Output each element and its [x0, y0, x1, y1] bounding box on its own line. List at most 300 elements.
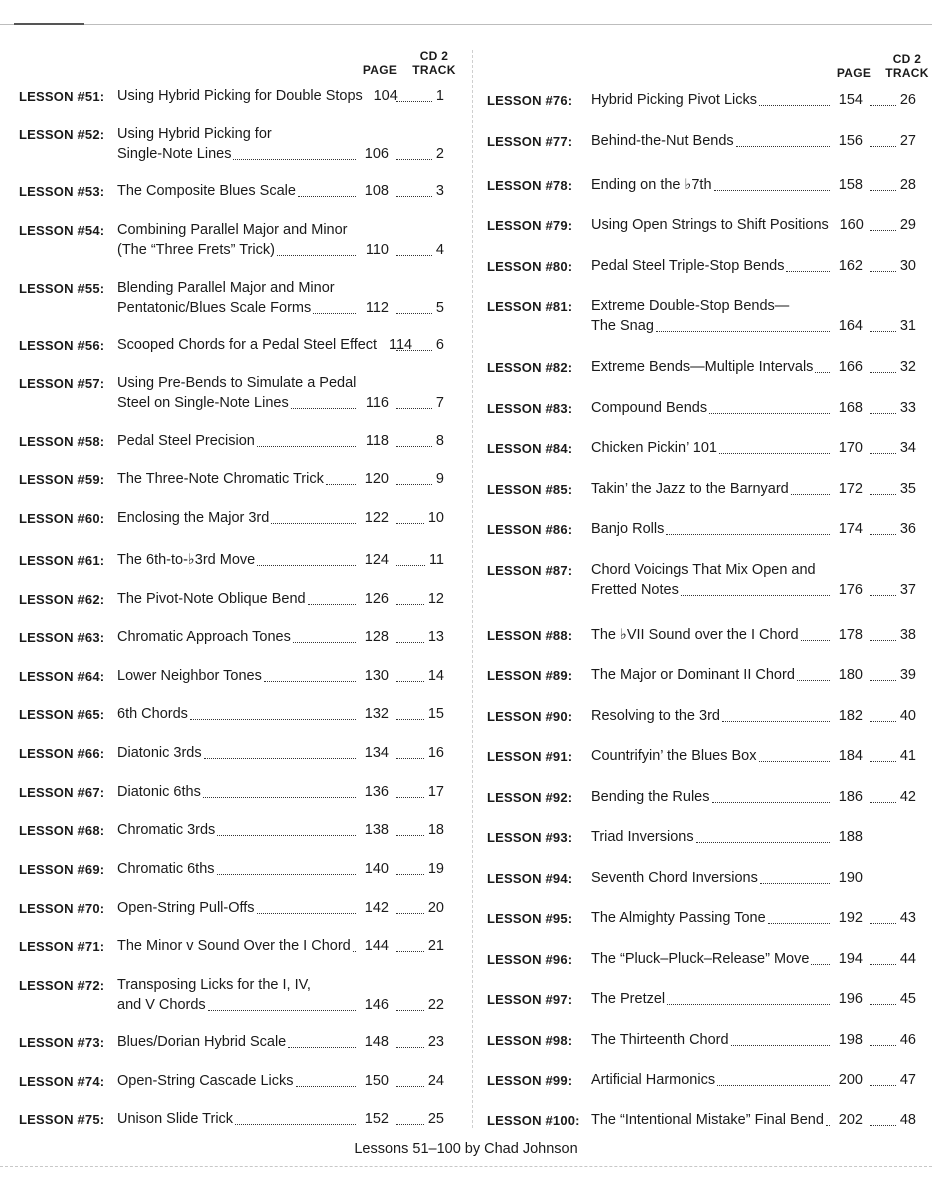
leader-dots — [288, 1046, 356, 1048]
track-cell — [866, 1030, 916, 1050]
lesson-title-line — [117, 820, 389, 840]
page-number: 184 — [838, 748, 863, 764]
track-number: 11 — [428, 552, 444, 568]
page-number: 128 — [364, 629, 389, 645]
track-leader-dots — [396, 950, 424, 952]
lesson-title-line — [591, 560, 823, 580]
track-leader-dots — [396, 195, 432, 197]
lesson-number: LESSON #68: — [19, 823, 105, 838]
track-leader-dots — [396, 757, 424, 759]
lesson-title-line — [117, 181, 389, 201]
lesson-title: (The “Three Frets” Trick) — [117, 242, 275, 258]
track-number: 44 — [899, 951, 916, 967]
page-number: 152 — [364, 1111, 389, 1127]
track-cell — [392, 469, 444, 489]
track-cell — [392, 144, 444, 164]
page-number: 104 — [373, 88, 398, 104]
lesson-number: LESSON #95: — [487, 911, 573, 926]
track-number: 36 — [899, 521, 916, 537]
page-number: 190 — [838, 870, 863, 886]
page-number: 138 — [364, 822, 389, 838]
lesson-number: LESSON #75: — [19, 1112, 105, 1127]
lesson-title-line — [117, 550, 389, 570]
left-cd-header-line1: CD 2 — [419, 49, 449, 63]
page-number: 142 — [364, 900, 389, 916]
track-cell — [866, 787, 916, 807]
leader-dots — [719, 452, 830, 454]
leader-dots — [257, 912, 356, 914]
lesson-title-line — [117, 86, 398, 106]
lesson-number: LESSON #100: — [487, 1113, 580, 1128]
track-cell — [866, 949, 916, 969]
lesson-title-line — [591, 665, 863, 685]
lesson-title: Ending on the ♭7th — [591, 177, 712, 193]
page-number: 120 — [364, 471, 389, 487]
leader-dots — [722, 720, 830, 722]
track-cell — [866, 256, 916, 276]
track-cell — [866, 706, 916, 726]
lesson-title: The Minor v Sound Over the I Chord — [117, 938, 351, 954]
leader-dots — [296, 1085, 357, 1087]
lesson-title: Triad Inversions — [591, 829, 694, 845]
track-leader-dots — [396, 796, 424, 798]
page-number: 198 — [838, 1032, 863, 1048]
lesson-title: Blues/Dorian Hybrid Scale — [117, 1034, 287, 1050]
lesson-title: 6th Chords — [117, 706, 188, 722]
lesson-title-line — [117, 508, 389, 528]
lesson-number: LESSON #72: — [19, 978, 105, 993]
lesson-title-line — [117, 298, 389, 318]
page-number: 136 — [364, 784, 389, 800]
track-number: 38 — [899, 627, 916, 643]
page-number: 148 — [364, 1034, 389, 1050]
lesson-title-line — [117, 627, 389, 647]
leader-dots — [811, 963, 830, 965]
track-leader-dots — [870, 760, 896, 762]
lesson-number: LESSON #64: — [19, 669, 105, 684]
track-leader-dots — [396, 912, 424, 914]
track-cell — [866, 357, 916, 377]
lesson-number: LESSON #55: — [19, 281, 105, 296]
lesson-number: LESSON #83: — [487, 401, 573, 416]
lesson-title: The Thirteenth Chord — [591, 1032, 729, 1048]
lesson-title-line — [591, 746, 863, 766]
leader-dots — [768, 922, 830, 924]
page-number: 110 — [365, 242, 389, 258]
leader-dots — [208, 1009, 356, 1011]
page-number: 108 — [364, 183, 389, 199]
lesson-number: LESSON #92: — [487, 790, 573, 805]
lesson-title-line — [591, 479, 863, 499]
page-number: 176 — [838, 582, 863, 598]
leader-dots — [217, 834, 356, 836]
lesson-title: The Three-Note Chromatic Trick — [117, 471, 324, 487]
lesson-title: Unison Slide Trick — [117, 1111, 234, 1127]
lesson-number: LESSON #79: — [487, 218, 573, 233]
lesson-title-line — [117, 782, 389, 802]
track-number: 37 — [899, 582, 916, 598]
track-number: 9 — [435, 471, 444, 487]
lesson-title: Bending the Rules — [591, 789, 710, 805]
track-number: 23 — [427, 1034, 444, 1050]
track-leader-dots — [396, 680, 424, 682]
track-leader-dots — [870, 145, 896, 147]
track-leader-dots — [396, 564, 425, 566]
leader-dots — [712, 801, 831, 803]
lesson-title-line — [591, 908, 863, 928]
track-number: 16 — [427, 745, 444, 761]
track-number: 46 — [899, 1032, 916, 1048]
lesson-number: LESSON #99: — [487, 1073, 573, 1088]
lesson-title-line — [117, 124, 349, 144]
lesson-number: LESSON #65: — [19, 707, 105, 722]
lesson-number: LESSON #71: — [19, 939, 105, 954]
page-number: 194 — [838, 951, 863, 967]
page-number: 180 — [838, 667, 863, 683]
lesson-title: Steel on Single-Note Lines — [117, 395, 289, 411]
lesson-number: LESSON #76: — [487, 93, 573, 108]
track-cell — [866, 908, 916, 928]
lesson-title: The Almighty Passing Tone — [591, 910, 766, 926]
track-number: 15 — [427, 706, 444, 722]
track-cell — [392, 431, 444, 451]
track-number: 17 — [427, 784, 444, 800]
track-number: 1 — [435, 88, 444, 104]
lesson-title-line — [591, 357, 863, 377]
track-number: 30 — [899, 258, 916, 274]
lesson-title-line — [591, 625, 863, 645]
lesson-title: Chicken Pickin’ 101 — [591, 440, 717, 456]
track-number: 7 — [435, 395, 444, 411]
track-cell — [392, 589, 444, 609]
lesson-title-line — [117, 144, 389, 164]
track-number: 8 — [435, 433, 444, 449]
lesson-title: Chromatic 6ths — [117, 861, 215, 877]
track-number: 24 — [427, 1073, 444, 1089]
leader-dots — [667, 1003, 830, 1005]
lesson-title-line — [117, 743, 389, 763]
track-cell — [392, 743, 444, 763]
track-cell — [866, 479, 916, 499]
lesson-number: LESSON #77: — [487, 134, 573, 149]
leader-dots — [204, 757, 356, 759]
page-number: 144 — [364, 938, 389, 954]
lesson-number: LESSON #93: — [487, 830, 573, 845]
lesson-title: Hybrid Picking Pivot Licks — [591, 92, 757, 108]
track-cell — [866, 1110, 916, 1130]
page-number: 156 — [838, 133, 863, 149]
leader-dots — [791, 493, 830, 495]
track-number: 26 — [899, 92, 916, 108]
page-number: 124 — [364, 552, 389, 568]
leader-dots — [656, 330, 830, 332]
lesson-title: Using Open Strings to Shift Positions — [591, 217, 829, 233]
lesson-number: LESSON #66: — [19, 746, 105, 761]
lesson-title: Compound Bends — [591, 400, 708, 416]
lesson-number: LESSON #73: — [19, 1035, 105, 1050]
top-rule — [0, 24, 932, 25]
leader-dots — [760, 882, 830, 884]
track-leader-dots — [870, 371, 896, 373]
track-leader-dots — [870, 720, 896, 722]
track-leader-dots — [870, 1003, 896, 1005]
page-number: 140 — [364, 861, 389, 877]
track-leader-dots — [396, 1009, 424, 1011]
lesson-title-line — [117, 995, 389, 1015]
track-leader-dots — [396, 718, 424, 720]
lesson-title-line — [117, 393, 389, 413]
bottom-rule — [0, 1166, 932, 1167]
track-cell — [392, 666, 444, 686]
lesson-title: Fretted Notes — [591, 582, 679, 598]
leader-dots — [797, 679, 830, 681]
track-leader-dots — [396, 483, 432, 485]
track-cell — [392, 1109, 444, 1129]
lesson-title-line — [591, 296, 823, 316]
track-cell — [392, 898, 444, 918]
page-number: 134 — [364, 745, 389, 761]
lesson-number: LESSON #98: — [487, 1033, 573, 1048]
track-cell — [866, 175, 916, 195]
lesson-title-line — [117, 240, 389, 260]
lesson-title: Chromatic 3rds — [117, 822, 216, 838]
page-number: 112 — [365, 300, 389, 316]
leader-dots — [190, 718, 356, 720]
track-cell — [392, 782, 444, 802]
lesson-number: LESSON #54: — [19, 223, 105, 238]
track-cell — [866, 625, 916, 645]
lesson-title: The Pivot-Note Oblique Bend — [117, 591, 306, 607]
track-cell — [392, 181, 444, 201]
lesson-title-line — [117, 1071, 389, 1091]
track-cell — [392, 240, 444, 260]
page-number: 182 — [838, 708, 863, 724]
lesson-title-line — [591, 580, 863, 600]
track-cell — [392, 86, 444, 106]
track-leader-dots — [396, 312, 432, 314]
track-cell — [866, 989, 916, 1009]
lesson-title-line — [591, 519, 863, 539]
lesson-title-line — [591, 316, 863, 336]
track-leader-dots — [870, 922, 896, 924]
track-leader-dots — [396, 445, 432, 447]
track-number: 35 — [899, 481, 916, 497]
leader-dots — [786, 270, 830, 272]
leader-dots — [736, 145, 830, 147]
track-number: 28 — [899, 177, 916, 193]
page-number: 122 — [364, 510, 389, 526]
lesson-title: Banjo Rolls — [591, 521, 665, 537]
track-cell — [866, 131, 916, 151]
lesson-title-line — [591, 1030, 863, 1050]
leader-dots — [759, 104, 830, 106]
track-number: 20 — [427, 900, 444, 916]
track-cell — [392, 820, 444, 840]
track-number: 6 — [435, 337, 444, 353]
lesson-title: Behind-the-Nut Bends — [591, 133, 734, 149]
track-cell — [392, 704, 444, 724]
track-cell — [866, 316, 916, 336]
leader-dots — [293, 641, 356, 643]
track-number: 12 — [427, 591, 444, 607]
track-cell — [392, 859, 444, 879]
lesson-title-line — [117, 278, 349, 298]
lesson-title: Enclosing the Major 3rd — [117, 510, 270, 526]
page-number: 200 — [838, 1072, 863, 1088]
page-number: 170 — [838, 440, 863, 456]
column-divider — [472, 50, 473, 1128]
track-number: 47 — [899, 1072, 916, 1088]
lesson-title-line — [591, 90, 863, 110]
track-leader-dots — [396, 834, 424, 836]
lesson-title-line — [591, 989, 863, 1009]
page-number: 178 — [838, 627, 863, 643]
track-leader-dots — [870, 104, 896, 106]
track-number: 33 — [899, 400, 916, 416]
leader-dots — [826, 1124, 830, 1126]
track-leader-dots — [870, 493, 896, 495]
lesson-number: LESSON #81: — [487, 299, 573, 314]
page-number: 126 — [364, 591, 389, 607]
lesson-title: Diatonic 6ths — [117, 784, 201, 800]
track-cell — [392, 1032, 444, 1052]
track-cell — [866, 580, 916, 600]
track-number: 3 — [435, 183, 444, 199]
lesson-title-line — [117, 704, 389, 724]
leader-dots — [313, 312, 356, 314]
track-number: 22 — [427, 997, 444, 1013]
footer-credit: Lessons 51–100 by Chad Johnson — [354, 1141, 578, 1157]
lesson-title: Combining Parallel Major and Minor — [117, 222, 348, 238]
lesson-number: LESSON #67: — [19, 785, 105, 800]
lesson-title: Lower Neighbor Tones — [117, 668, 262, 684]
lesson-title: The Major or Dominant II Chord — [591, 667, 795, 683]
track-leader-dots — [396, 603, 424, 605]
lesson-number: LESSON #53: — [19, 184, 105, 199]
page-number: 158 — [838, 177, 863, 193]
lesson-title: Transposing Licks for the I, IV, — [117, 977, 311, 993]
track-leader-dots — [870, 533, 896, 535]
leader-dots — [326, 483, 356, 485]
leader-dots — [233, 158, 356, 160]
track-number: 25 — [427, 1111, 444, 1127]
leader-dots — [298, 195, 356, 197]
lesson-number: LESSON #86: — [487, 522, 573, 537]
track-leader-dots — [396, 158, 432, 160]
track-cell — [866, 90, 916, 110]
track-leader-dots — [870, 452, 896, 454]
left-page-header: PAGE — [362, 63, 398, 77]
lesson-number: LESSON #62: — [19, 592, 105, 607]
page-number: 146 — [364, 997, 389, 1013]
page-number: 118 — [365, 433, 389, 449]
leader-dots — [714, 189, 830, 191]
leader-dots — [235, 1123, 356, 1125]
track-leader-dots — [870, 189, 896, 191]
leader-dots — [264, 680, 356, 682]
track-leader-dots — [870, 1084, 896, 1086]
lesson-number: LESSON #91: — [487, 749, 573, 764]
lesson-title: Artificial Harmonics — [591, 1072, 716, 1088]
top-rule-accent — [14, 23, 84, 25]
lesson-title: Using Pre-Bends to Simulate a Pedal — [117, 375, 357, 391]
leader-dots — [257, 445, 356, 447]
lesson-number: LESSON #87: — [487, 563, 573, 578]
track-number: 10 — [427, 510, 444, 526]
track-leader-dots — [870, 229, 896, 231]
lesson-number: LESSON #63: — [19, 630, 105, 645]
track-number: 41 — [899, 748, 916, 764]
lesson-title-line — [117, 431, 389, 451]
page-number: 116 — [365, 395, 389, 411]
lesson-title: Chromatic Approach Tones — [117, 629, 291, 645]
page-number: 192 — [838, 910, 863, 926]
track-leader-dots — [396, 641, 424, 643]
leader-dots — [291, 407, 356, 409]
lesson-title: Diatonic 3rds — [117, 745, 202, 761]
lesson-title: The 6th-to-♭3rd Move — [117, 552, 256, 568]
track-leader-dots — [870, 679, 896, 681]
leader-dots — [717, 1084, 830, 1086]
track-leader-dots — [396, 522, 424, 524]
lesson-number: LESSON #84: — [487, 441, 573, 456]
page-number: 196 — [838, 991, 863, 1007]
lesson-title: Using Hybrid Picking for — [117, 126, 272, 142]
track-number: 39 — [899, 667, 916, 683]
track-cell — [392, 1071, 444, 1091]
lesson-title: The Snag — [591, 318, 654, 334]
lesson-number: LESSON #88: — [487, 628, 573, 643]
leader-dots — [203, 796, 356, 798]
lesson-number: LESSON #96: — [487, 952, 573, 967]
right-cd-header-line1: CD 2 — [892, 52, 922, 66]
page-number: 162 — [838, 258, 863, 274]
lesson-title: Countrifyin’ the Blues Box — [591, 748, 757, 764]
page-number: 150 — [364, 1073, 389, 1089]
track-number: 32 — [899, 359, 916, 375]
lesson-number: LESSON #60: — [19, 511, 105, 526]
left-cd-header-line2: TRACK — [412, 63, 456, 77]
track-number: 40 — [899, 708, 916, 724]
leader-dots — [353, 950, 356, 952]
lesson-title: The “Pluck–Pluck–Release” Move — [591, 951, 810, 967]
lesson-title-line — [117, 1109, 389, 1129]
track-cell — [866, 746, 916, 766]
lesson-title: The ♭VII Sound over the I Chord — [591, 627, 799, 643]
track-leader-dots — [396, 873, 424, 875]
track-cell — [392, 627, 444, 647]
lesson-title-line — [591, 706, 863, 726]
lesson-title-line — [591, 787, 863, 807]
track-cell — [392, 393, 444, 413]
lesson-title: Pentatonic/Blues Scale Forms — [117, 300, 312, 316]
lesson-number: LESSON #59: — [19, 472, 105, 487]
lesson-title-line — [591, 215, 863, 235]
lesson-title: Extreme Double-Stop Bends— — [591, 298, 790, 314]
track-number: 4 — [435, 242, 444, 258]
lesson-number: LESSON #52: — [19, 127, 105, 142]
track-number: 14 — [427, 668, 444, 684]
leader-dots — [666, 533, 830, 535]
lesson-title-line — [591, 131, 863, 151]
lesson-title: Open-String Pull-Offs — [117, 900, 255, 916]
track-leader-dots — [396, 349, 432, 351]
lesson-title-line — [117, 469, 389, 489]
right-page-header: PAGE — [836, 66, 872, 80]
leader-dots — [759, 760, 831, 762]
lesson-title-line — [591, 1070, 863, 1090]
lesson-title-line — [117, 220, 349, 240]
